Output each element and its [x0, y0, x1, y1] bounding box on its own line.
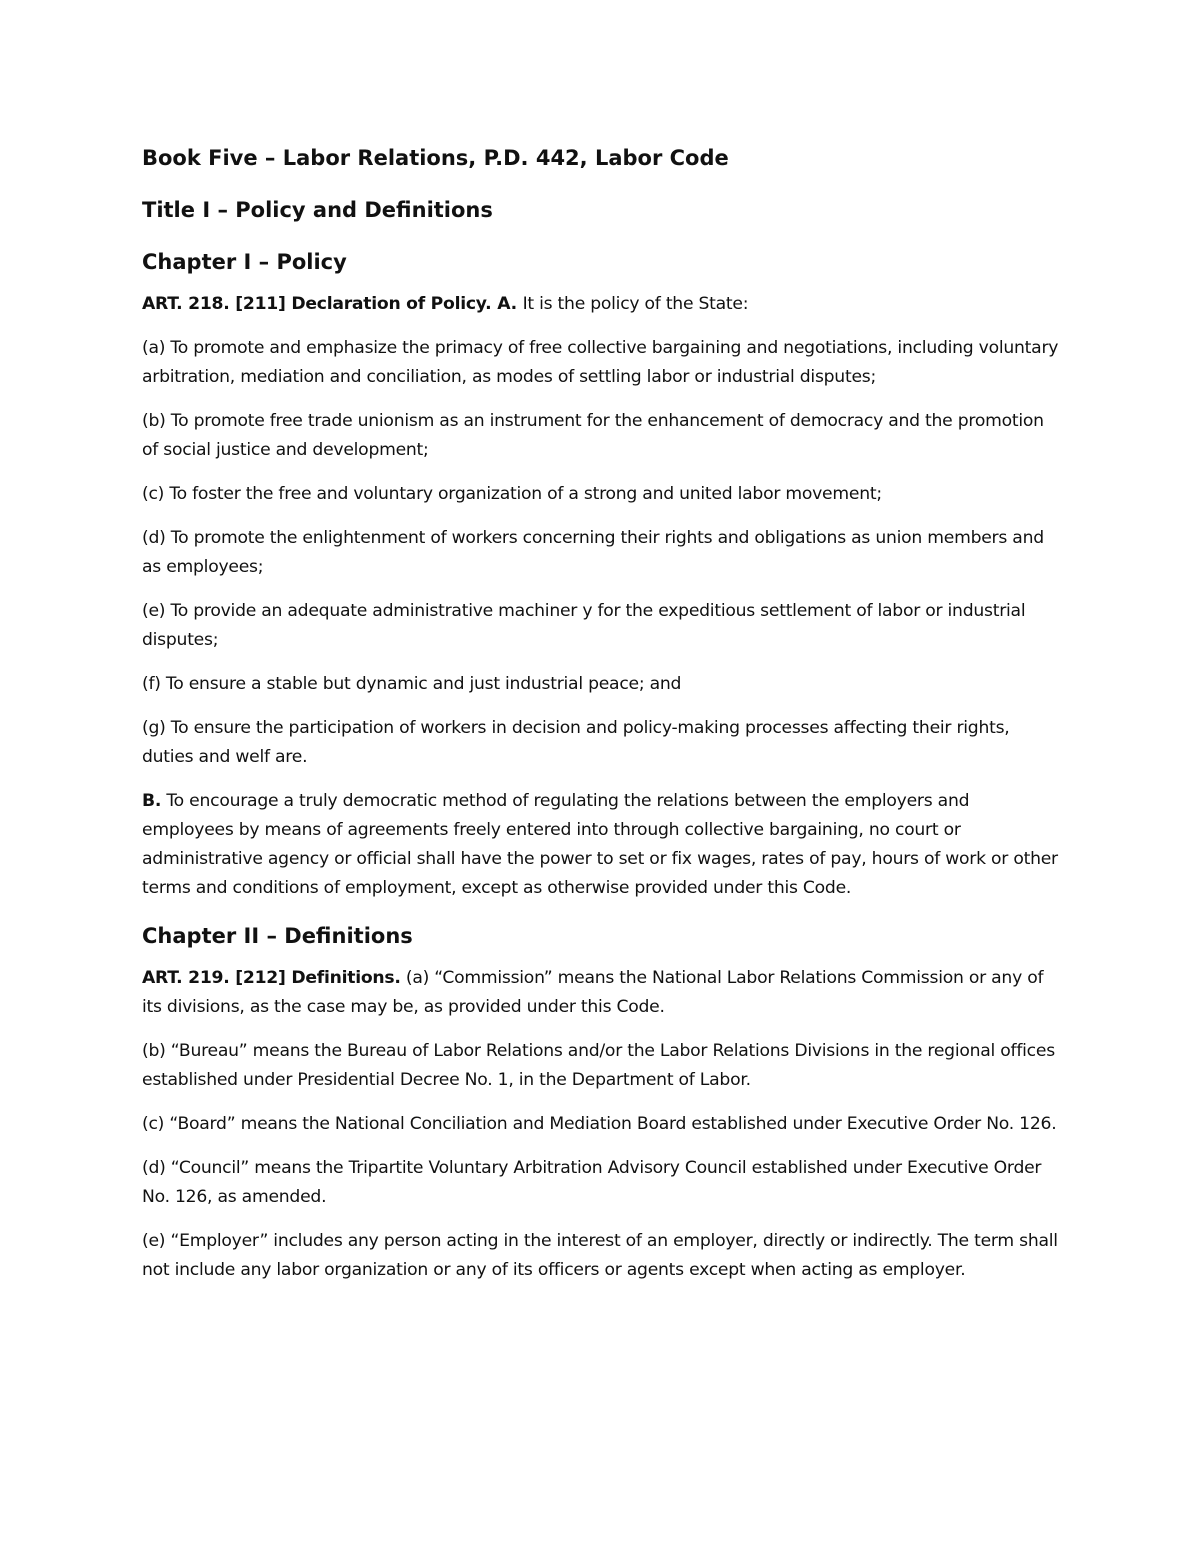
policy-item-f: (f) To ensure a stable but dynamic and just industrial peace; and [142, 674, 682, 694]
document-page [142, 140, 1062, 1300]
policy-item-b: (b) To promote free trade unionism as an instrument for the enhancement of democracy and the promotion of social justice and development; [142, 411, 1044, 460]
policy-item-e: (e) To provide an adequate administrative machiner y for the expeditious settlement of labor or industrial disputes; [142, 601, 1026, 650]
chapter-1-heading: Chapter I – Policy [142, 250, 347, 274]
art-219-paragraph [142, 964, 1062, 1022]
section-b-paragraph [142, 787, 1062, 903]
definition-e: (e) “Employer” includes any person acting in the interest of an employer, directly or indirectly. The term shall not include any labor organization or any of its officers or agents except when acting as employer. [142, 1231, 1058, 1280]
definition-b: (b) “Bureau” means the Bureau of Labor Relations and/or the Labor Relations Divisions in the regional offices established under Presidential Decree No. 1, in the Department of Labor. [142, 1041, 1055, 1090]
art-219-text: (a) “Commission” means the National Labor Relations Commission or any of its divisions, as the case may be, as provided under this Code. [142, 968, 1044, 1017]
definition-c: (c) “Board” means the National Conciliation and Mediation Board established under Executive Order No. 126. [142, 1114, 1057, 1134]
art-218-intro-text: It is the policy of the State: [522, 294, 749, 314]
book-heading: Book Five – Labor Relations, P.D. 442, Labor Code [142, 146, 729, 170]
chapter-2-heading: Chapter II – Definitions [142, 924, 413, 948]
section-b-label: B. [142, 791, 162, 811]
definition-d: (d) “Council” means the Tripartite Voluntary Arbitration Advisory Council established under Executive Order No. 126, as amended. [142, 1158, 1042, 1207]
policy-item-d: (d) To promote the enlightenment of workers concerning their rights and obligations as union members and as employees; [142, 528, 1044, 577]
art-218-label: ART. 218. [211] Declaration of Policy. [142, 294, 492, 314]
policy-item-g: (g) To ensure the participation of workers in decision and policy-making processes affecting their rights, duties and welf are. [142, 718, 1010, 767]
art-218-intro-bold: A. [491, 294, 523, 314]
art-218-paragraph [142, 290, 1062, 319]
policy-item-a: (a) To promote and emphasize the primacy of free collective bargaining and negotiations, including voluntary arbitration, mediation and conciliation, as modes of settling labor or industrial disputes; [142, 338, 1059, 387]
section-b-text: To encourage a truly democratic method of regulating the relations between the employers and employees by means of agreements freely entered into through collective bargaining, no court or administrative agency or official shall have the power to set or fix wages, rates of pay, hours of work or other terms and conditions of employment, except as otherwise provided under this Code. [142, 791, 1058, 898]
art-219-label: ART. 219. [212] Definitions. [142, 968, 401, 988]
policy-item-c: (c) To foster the free and voluntary organization of a strong and united labor movement; [142, 484, 882, 504]
title-heading: Title I – Policy and Definitions [142, 198, 493, 222]
